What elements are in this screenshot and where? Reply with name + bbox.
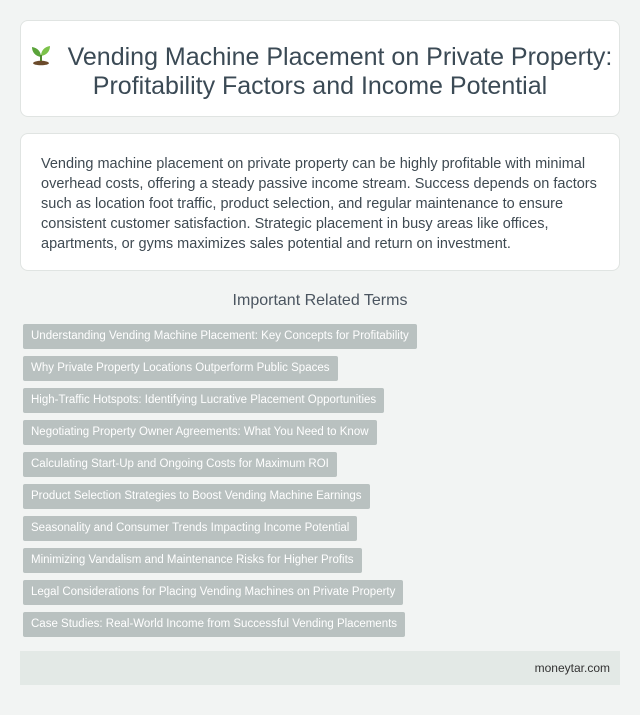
related-terms-heading: Important Related Terms [232,292,408,309]
related-term-item [23,420,417,445]
title-text: Vending Machine Placement on Private Property: Profitability Factors and Income Potential [67,43,613,100]
title-card [20,20,620,117]
related-term-tag[interactable]: Minimizing Vandalism and Maintenance Risks for Higher Profits [23,548,362,573]
related-term-tag[interactable]: Seasonality and Consumer Trends Impacting Income Potential [23,516,357,541]
related-term-item [23,580,417,605]
related-term-tag[interactable]: Product Selection Strategies to Boost Vending Machine Earnings [23,484,370,509]
related-term-item [23,356,417,381]
related-term-tag[interactable]: Calculating Start-Up and Ongoing Costs for Maximum ROI [23,452,337,477]
related-term-tag[interactable]: Why Private Property Locations Outperform Public Spaces [23,356,338,381]
related-term-tag[interactable]: Understanding Vending Machine Placement: Key Concepts for Profitability [23,324,417,349]
related-term-tag[interactable]: Case Studies: Real-World Income from Successful Vending Placements [23,612,405,637]
footer-site[interactable]: moneytar.com [534,661,610,675]
footer [20,651,620,685]
related-term-item [23,324,417,349]
sprout-icon [28,44,54,68]
related-terms-list [23,324,417,644]
page-title [21,43,619,101]
related-term-item [23,516,417,541]
related-term-tag[interactable]: High-Traffic Hotspots: Identifying Lucrative Placement Opportunities [23,388,384,413]
related-term-item [23,612,417,637]
related-term-item [23,388,417,413]
summary-card [20,133,620,271]
related-term-item [23,452,417,477]
summary-text: Vending machine placement on private property can be highly profitable with minimal overhead costs, offering a steady passive income stream. Success depends on factors such as location foot traffic, product selection, and regular maintenance to ensure consistent customer satisfaction. Strategic placement in busy areas like offices, apartments, or gyms maximizes sales potential and return on investment. [41,156,597,252]
related-term-item [23,484,417,509]
related-term-tag[interactable]: Legal Considerations for Placing Vending Machines on Private Property [23,580,403,605]
related-term-item [23,548,417,573]
related-term-tag[interactable]: Negotiating Property Owner Agreements: What You Need to Know [23,420,377,445]
